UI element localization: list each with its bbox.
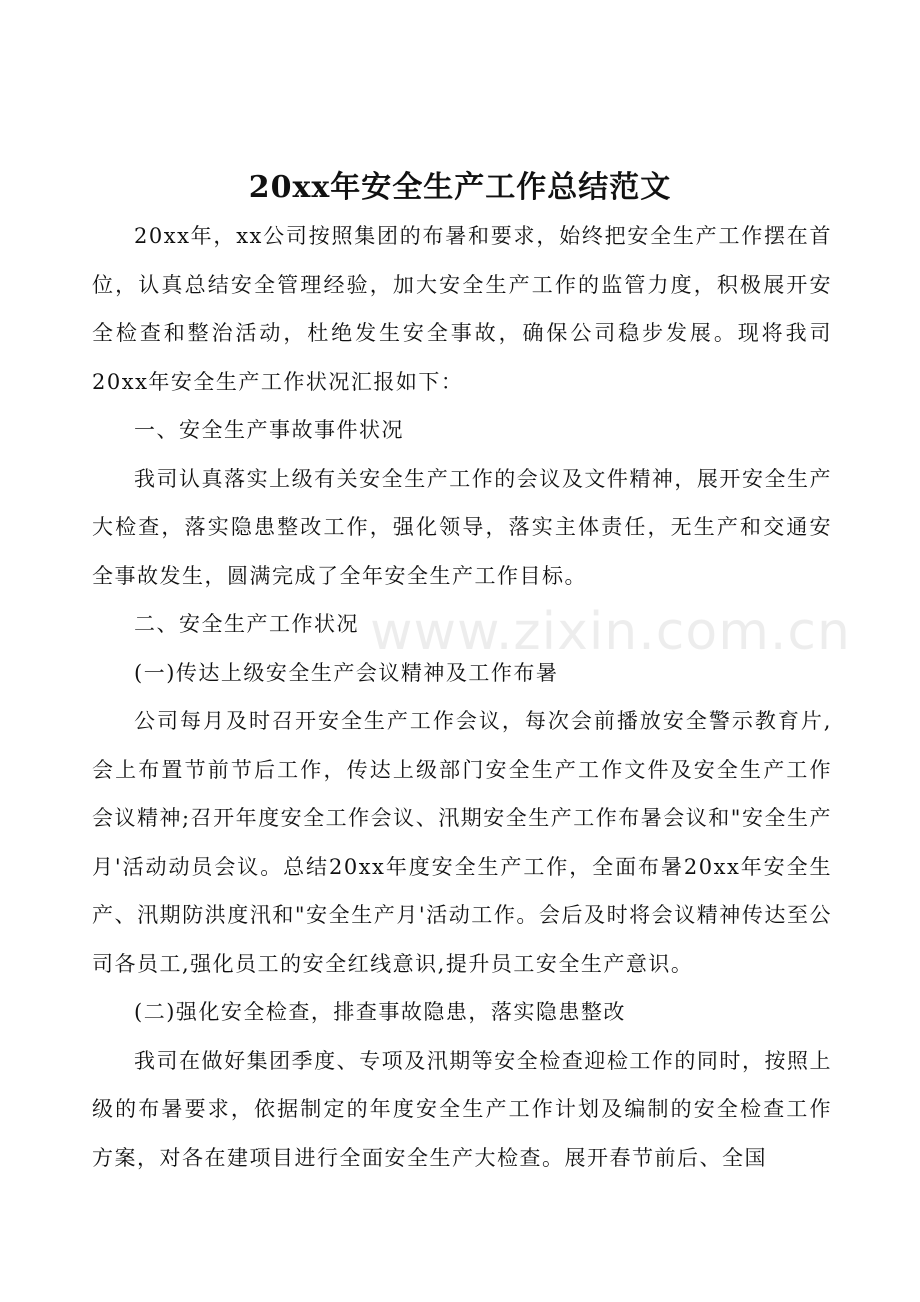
subsection-heading-2: (二)强化安全检查，排查事故隐患，落实隐患整改: [134, 1000, 626, 1024]
paragraph-accident-status: 我司认真落实上级有关安全生产工作的会议及文件精神，展开安全生产大检查，落实隐患整改工作，强化领导，落实主体责任，无生产和交通安全事故发生，圆满完成了全年安全生产工作目标。: [92, 466, 832, 588]
watermark-text: www.zixin.com.cn: [370, 602, 851, 662]
paragraph-intro: 20xx年，xx公司按照集团的布暑和要求，始终把安全生产工作摆在首位，认真总结安全管理经验，加大安全生产工作的监管力度，积极展开安全检查和整治活动，杜绝发生安全事故，确保公司稳步发展。现将我司20xx年安全生产工作状况汇报如下：: [92, 224, 832, 394]
document-body: [92, 212, 832, 1182]
paragraph-inspections: 我司在做好集团季度、专项及汛期等安全检查迎检工作的同时，按照上级的布暑要求，依据制定的年度安全生产工作计划及编制的安全检查工作方案，对各在建项目进行全面安全生产大检查。展开春节前后、全国: [92, 1048, 832, 1170]
section-heading-2: 二、安全生产工作状况: [134, 612, 359, 636]
document-title: 20xx年安全生产工作总结范文: [248, 170, 672, 205]
subsection-heading-1: (一)传达上级安全生产会议精神及工作布暑: [134, 660, 559, 685]
section-heading-1: 一、安全生产事故事件状况: [134, 418, 404, 442]
paragraph-meetings: 公司每月及时召开安全生产工作会议，每次会前播放安全警示教育片,会上布置节前节后工作，传达上级部门安全生产工作文件及安全生产工作会议精神;召开年度安全工作会议、汛期安全生产工作布暑会议和"安全生产月'活动动员会议。总结20xx年度安全生产工作，全面布暑20xx年安全生产、汛期防洪度汛和"安全生产月'活动工作。会后及时将会议精神传达至公司各员工,强化员工的安全红线意识,提升员工安全生产意识。: [92, 709, 832, 976]
